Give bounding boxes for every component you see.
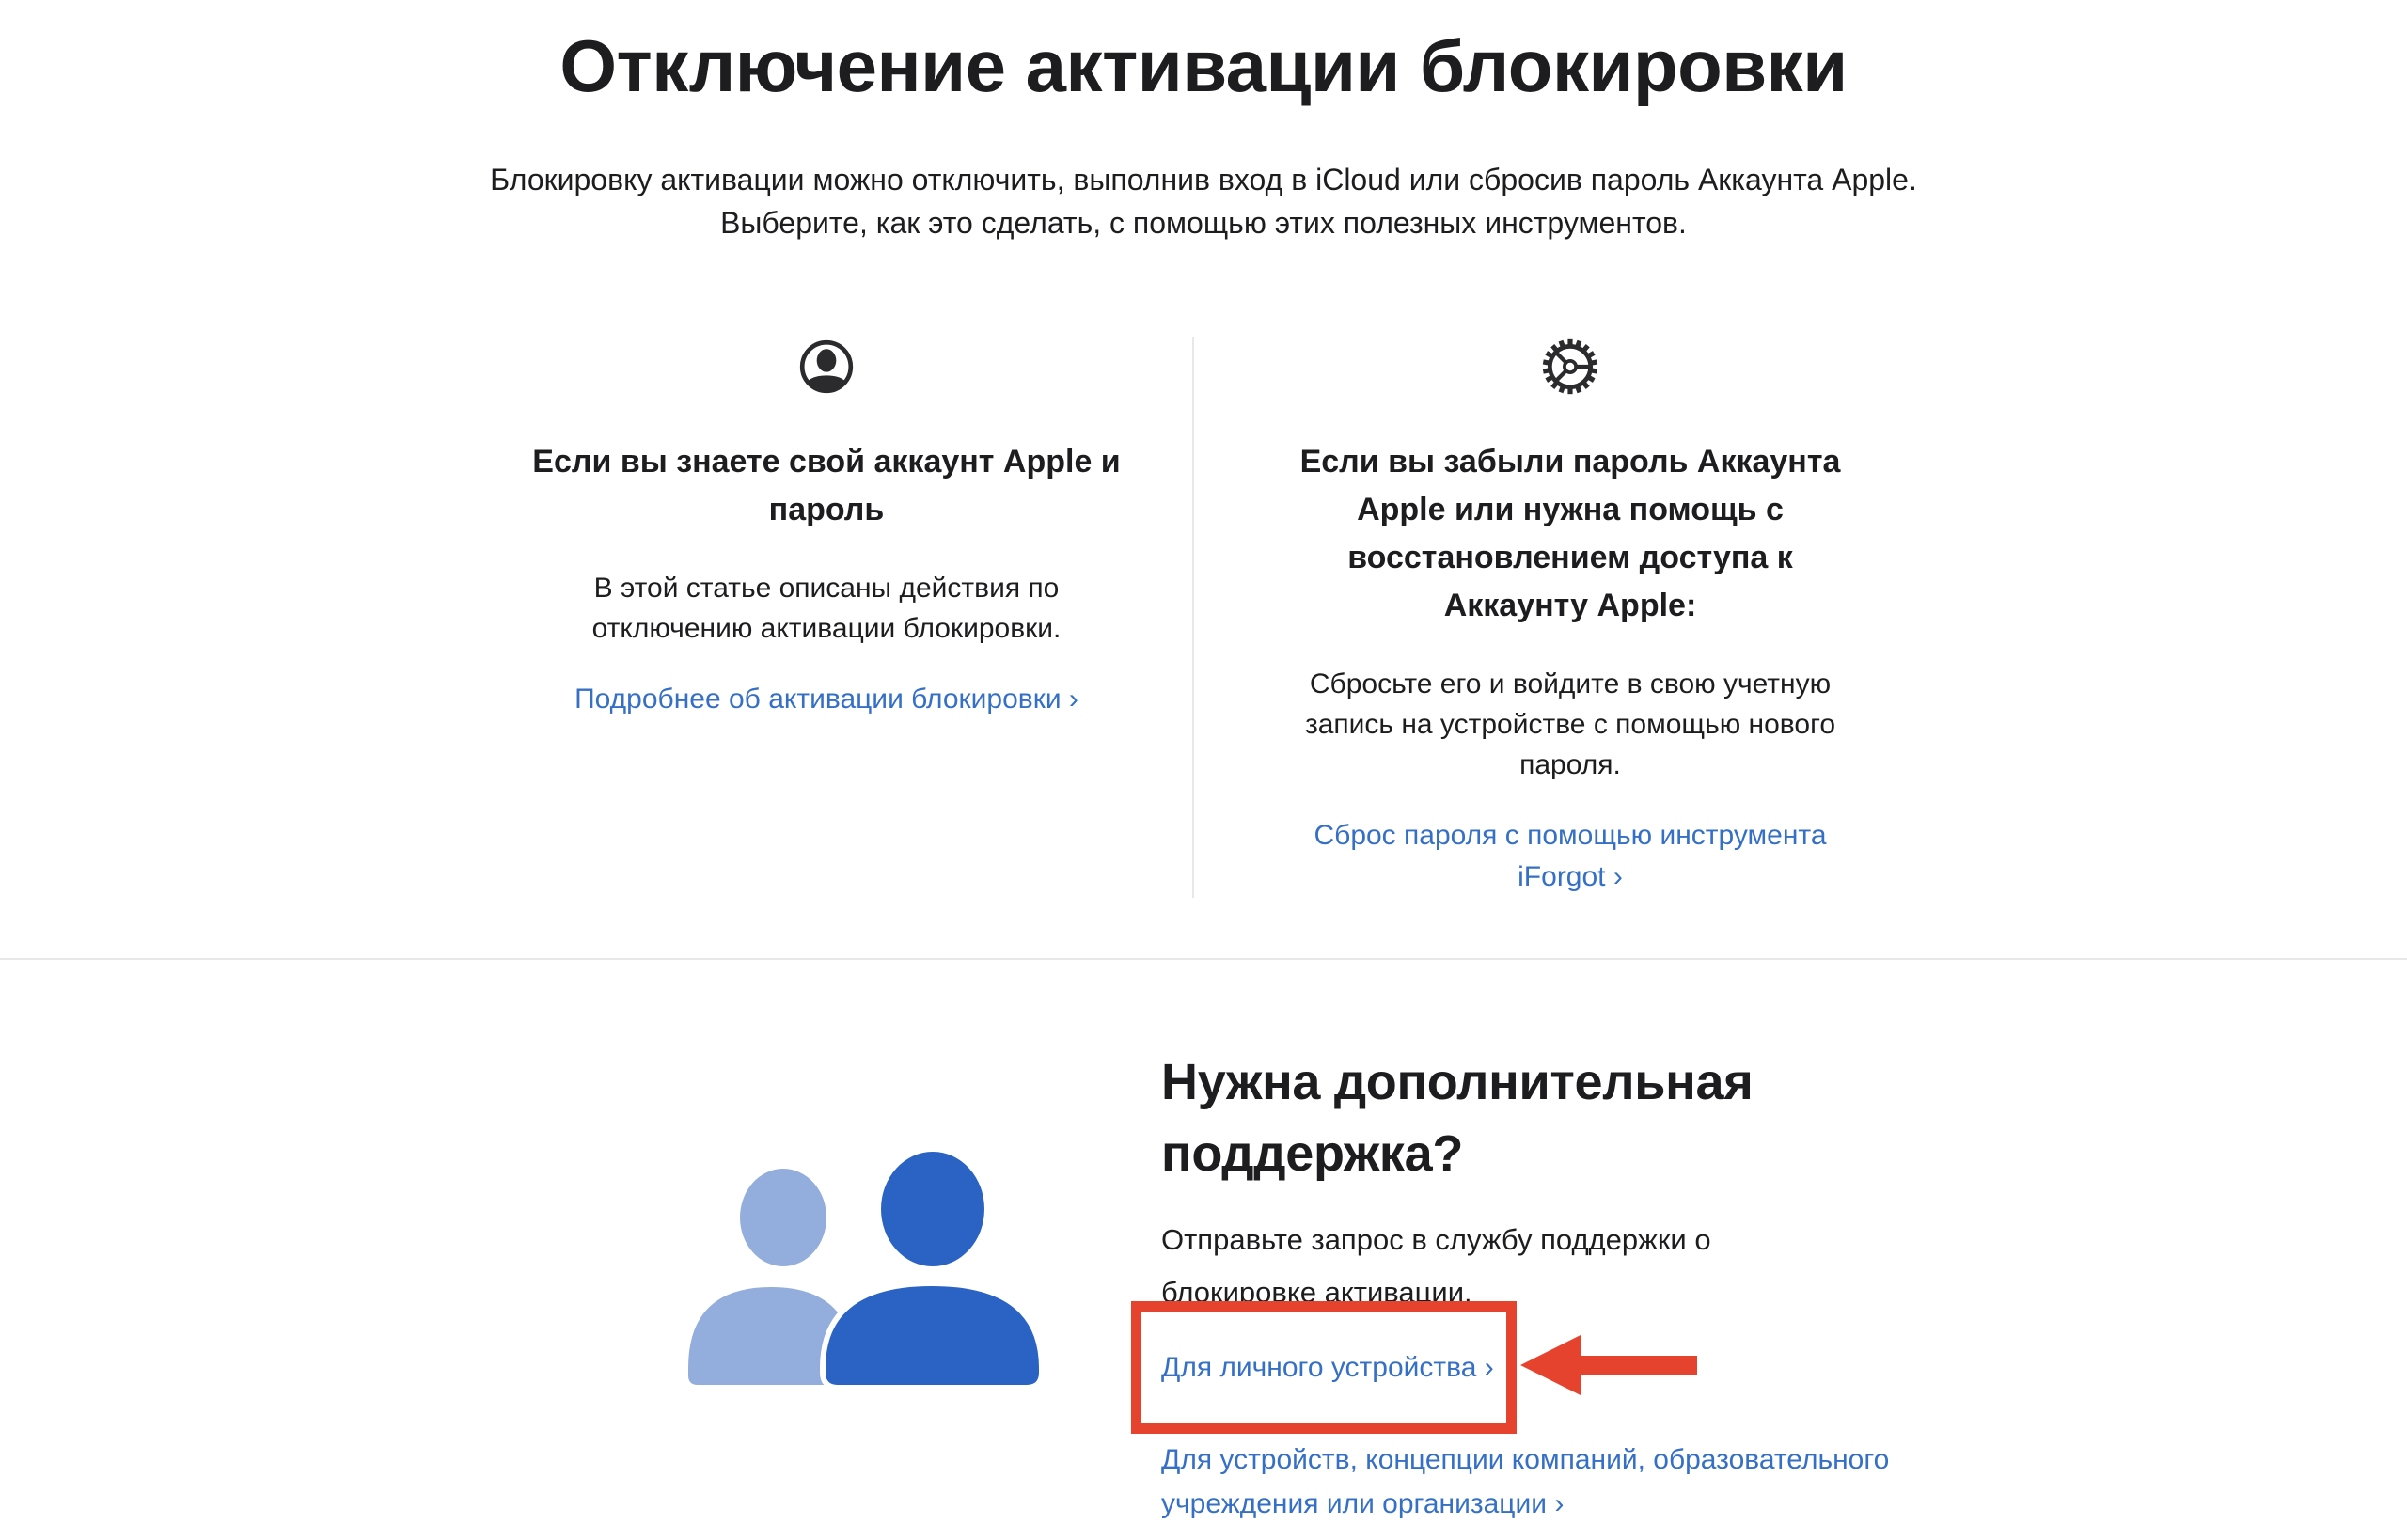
option-heading: Если вы знаете свой аккаунт Apple и пароль [532,444,1121,527]
gear-icon [1194,337,1946,397]
iforgot-reset-link[interactable]: Сброс пароля с помощью инструмента iForgot › [1314,820,1827,892]
personal-device-link[interactable]: Для личного устройства › [1161,1351,1494,1383]
activation-lock-more-link[interactable]: Подробнее об активации блокировки › [574,684,1078,715]
support-content [1161,1046,2101,1319]
option-know-account [461,337,1192,898]
two-people-icon [686,1146,1044,1387]
page-subtitle: Блокировку активации можно отключить, выполнив вход в iCloud или сбросив пароль Аккаунта Apple. Выберите, как это сделать, с помощью этих полезных инструментов. [490,163,1917,240]
option-forgot-password [1194,337,1946,898]
red-arrow-icon [1520,1334,1699,1400]
support-heading: Нужна дополнительная поддержка? [1161,1054,1754,1182]
option-body: В этой статье описаны действия по отключению активации блокировки. [591,573,1062,644]
options-row [461,337,1946,898]
option-heading: Если вы забыли пароль Аккаунта Apple или нужна помощь с восстановлением доступа к Аккаунту Apple: [1299,444,1841,623]
organization-device-link[interactable]: Для устройств, концепции компаний, образовательного учреждения или организации › [1161,1444,1890,1519]
page-title: Отключение активации блокировки [559,24,1848,107]
red-highlight-box [1131,1301,1517,1434]
support-body: Отправьте запрос в службу поддержки о блокировке активации. [1161,1223,1711,1309]
support-section [0,960,2407,1540]
person-icon [461,337,1192,397]
option-body: Сбросьте его и войдите в свою учетную запись на устройстве с помощью нового пароля. [1304,668,1836,780]
